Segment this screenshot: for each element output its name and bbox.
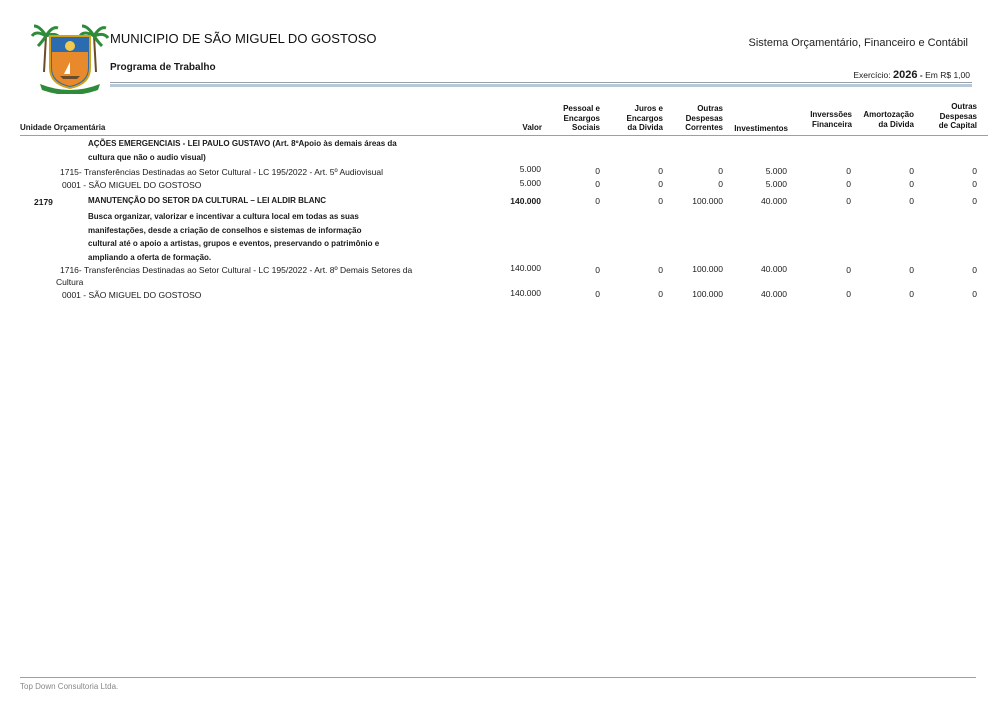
column-header-pessoal-line3: Sociais	[571, 123, 600, 132]
value-cell: 140.000	[510, 263, 541, 273]
column-header-outras-capital	[917, 102, 977, 131]
column-header-juros-line2: Encargos	[626, 113, 663, 123]
value-cell: 0	[658, 196, 663, 206]
column-header-juros-line1: Juros e	[634, 104, 663, 113]
action-name: MANUTENÇÃO DO SETOR DA CULTURAL – LEI ALDIR BLANC	[88, 196, 327, 205]
value-cell: 0	[909, 166, 914, 176]
value-cell: 5.000	[765, 179, 787, 189]
unit-row-label-2: 0001 - SÃO MIGUEL DO GOSTOSO	[62, 290, 202, 300]
value-cell: 0	[595, 289, 600, 299]
footer-company: Top Down Consultoria Ltda.	[20, 682, 119, 691]
action-code: 2179	[34, 197, 53, 207]
action-description-line1: Busca organizar, valorizar e incentivar a cultura local em todas as suas	[88, 212, 359, 221]
exercise-label: Exercício:	[853, 70, 891, 80]
column-header-investimentos: Investimentos	[734, 124, 788, 133]
source-row-1715-label: 1715- Transferências Destinadas ao Setor Cultural - LC 195/2022 - Art. 5º Audiovisual	[60, 167, 383, 177]
source-row-1716-label-line2: Cultura	[56, 277, 84, 287]
column-header-amortizacao-line1: Amortozação	[863, 110, 914, 119]
value-cell: 0	[909, 179, 914, 189]
value-cell: 0	[846, 196, 851, 206]
value-cell: 140.000	[510, 288, 541, 298]
column-header-inversoes	[792, 110, 852, 129]
value-cell: 0	[909, 265, 914, 275]
value-cell: 40.000	[761, 264, 787, 274]
column-header-outras-capital-line3: de Capital	[938, 121, 977, 130]
value-cell: 140.000	[510, 196, 541, 206]
value-cell: 0	[718, 166, 723, 176]
value-cell: 100.000	[692, 289, 723, 299]
value-cell: 5.000	[765, 166, 787, 176]
column-header-outras-correntes-line2: Despesas	[685, 113, 723, 123]
unit-row-label: 0001 - SÃO MIGUEL DO GOSTOSO	[62, 180, 202, 190]
value-cell: 0	[972, 166, 977, 176]
report-title: Programa de Trabalho	[110, 62, 216, 73]
column-header-inversoes-line1: Inverssões	[810, 110, 852, 119]
column-header-rule	[20, 135, 988, 136]
value-cell: 0	[595, 179, 600, 189]
source-row-1716-label-line1: 1716- Transferências Destinadas ao Setor Cultural - LC 195/2022 - Art. 8º Demais Setores da	[60, 265, 413, 275]
value-cell: 5.000	[519, 178, 541, 188]
exercise-info	[853, 69, 970, 81]
action-description	[88, 210, 418, 264]
exercise-year: 2026	[893, 69, 918, 81]
source-row-1716-label	[56, 264, 412, 288]
column-header-valor: Valor	[522, 123, 542, 132]
action-description-line2: manifestações, desde a criação de conselhos e sistemas de informação	[88, 225, 362, 235]
value-cell: 0	[658, 179, 663, 189]
value-cell: 0	[846, 265, 851, 275]
value-cell: 0	[972, 196, 977, 206]
column-header-juros	[613, 104, 663, 133]
value-cell: 0	[718, 179, 723, 189]
column-header-outras-correntes-line3: Correntes	[685, 123, 723, 132]
column-header-outras-correntes	[673, 104, 723, 133]
value-cell: 40.000	[761, 196, 787, 206]
column-header-juros-line3: da Divida	[627, 123, 663, 132]
column-header-outras-capital-line1: Outras	[951, 102, 977, 111]
system-name: Sistema Orçamentário, Financeiro e Contábil	[748, 37, 968, 49]
value-cell: 100.000	[692, 264, 723, 274]
column-header-pessoal	[550, 104, 600, 133]
value-cell: 0	[909, 289, 914, 299]
value-cell: 0	[972, 289, 977, 299]
column-header-pessoal-line1: Pessoal e	[563, 104, 600, 113]
currency-note: Em R$ 1,00	[925, 70, 970, 80]
value-cell: 0	[972, 179, 977, 189]
municipality-name: MUNICIPIO DE SÃO MIGUEL DO GOSTOSO	[110, 31, 377, 46]
header-accent-rule	[110, 84, 972, 87]
column-header-outras-correntes-line1: Outras	[697, 104, 723, 113]
value-cell: 0	[658, 166, 663, 176]
value-cell: 0	[846, 289, 851, 299]
value-cell: 40.000	[761, 289, 787, 299]
column-header-amortizacao	[854, 110, 914, 129]
value-cell: 0	[595, 166, 600, 176]
action-description-line3: cultural até o apoio a artistas, grupos e eventos, preservando o patrimônio e	[88, 239, 380, 248]
value-cell: 5.000	[519, 164, 541, 174]
header-rule	[110, 82, 972, 83]
exercise-separator: -	[919, 70, 923, 80]
column-header-amortizacao-line2: da Divida	[878, 119, 914, 129]
value-cell: 0	[846, 166, 851, 176]
action-description-line4: ampliando a oferta de formação.	[88, 252, 212, 262]
column-header-unit: Unidade Orçamentária	[20, 123, 106, 132]
column-header-inversoes-line2: Financeira	[811, 119, 852, 129]
value-cell: 0	[595, 265, 600, 275]
value-cell: 0	[909, 196, 914, 206]
value-cell: 0	[846, 179, 851, 189]
action-title	[88, 137, 428, 164]
action-title-line2: cultura que não o audio visual)	[88, 152, 206, 162]
column-header-outras-capital-line2: Despesas	[939, 111, 977, 121]
value-cell: 0	[658, 265, 663, 275]
value-cell: 100.000	[692, 196, 723, 206]
value-cell: 0	[972, 265, 977, 275]
action-title-line1: AÇÕES EMERGENCIAIS - LEI PAULO GUSTAVO (Art. 8ºApoio às demais áreas da	[88, 139, 397, 148]
column-header-pessoal-line2: Encargos	[563, 113, 600, 123]
value-cell: 0	[658, 289, 663, 299]
municipal-coat-of-arms	[30, 22, 110, 94]
value-cell: 0	[595, 196, 600, 206]
footer-rule	[20, 677, 976, 678]
